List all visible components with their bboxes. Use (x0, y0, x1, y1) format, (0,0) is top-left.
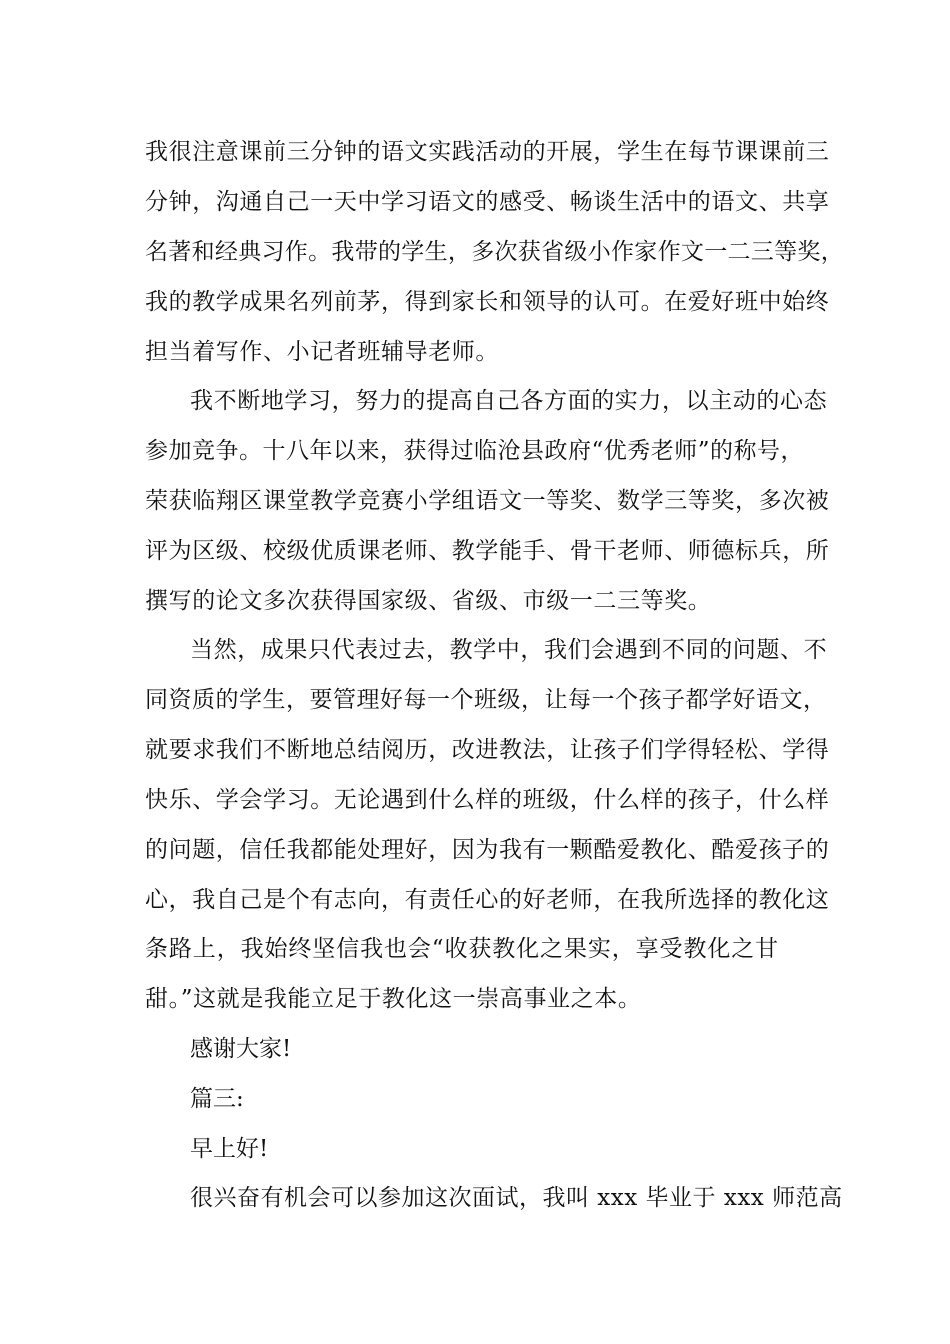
text-line: 名著和经典习作。我带的学生，多次获省级小作家作文一二三等奖， (145, 239, 844, 265)
text-line: 当然，成果只代表过去，教学中，我们会遇到不同的问题、不 (190, 637, 828, 663)
text-line: 荣获临翔区课堂教学竞赛小学组语文一等奖、数学三等奖，多次被 (145, 488, 830, 514)
text-line: 撰写的论文多次获得国家级、省级、市级一二三等奖。 (145, 588, 712, 614)
text-line: 参加竞争。十八年以来，获得过临沧县政府“优秀老师”的称号， (145, 438, 805, 464)
text-line: 快乐、学会学习。无论遇到什么样的班级，什么样的孩子，什么样 (145, 787, 830, 813)
text-line: 很兴奋有机会可以参加这次面试，我叫 xxx 毕业于 xxx 师范高 (190, 1185, 843, 1211)
text-line: 我不断地学习，努力的提高自己各方面的实力，以主动的心态 (190, 388, 828, 414)
text-line: 早上好! (190, 1136, 269, 1162)
text-line: 心，我自己是个有志向，有责任心的好老师，在我所选择的教化这 (145, 887, 830, 913)
text-line: 甜。”这就是我能立足于教化这一崇高事业之本。 (145, 986, 642, 1012)
text-line: 评为区级、校级优质课老师、教学能手、骨干老师、师德标兵，所 (145, 538, 830, 564)
text-line: 的问题，信任我都能处理好，因为我有一颗酷爱教化、酷爱孩子的 (145, 837, 830, 863)
text-line: 分钟，沟通自己一天中学习语文的感受、畅谈生活中的语文、共享 (145, 189, 830, 215)
text-line: 条路上，我始终坚信我也会“收获教化之果实，享受教化之甘 (145, 936, 780, 962)
text-line: 就要求我们不断地总结阅历，改进教法，让孩子们学得轻松、学得 (145, 737, 830, 763)
text-line: 我的教学成果名列前茅，得到家长和领导的认可。在爱好班中始终 (145, 289, 830, 315)
text-line: 感谢大家! (190, 1036, 292, 1062)
text-line: 同资质的学生，要管理好每一个班级，让每一个孩子都学好语文， (145, 687, 827, 713)
text-line: 担当着写作、小记者班辅导老师。 (145, 339, 499, 365)
text-line: 我很注意课前三分钟的语文实践活动的开展，学生在每节课课前三 (145, 139, 830, 165)
section-heading: 篇三: (190, 1086, 244, 1112)
